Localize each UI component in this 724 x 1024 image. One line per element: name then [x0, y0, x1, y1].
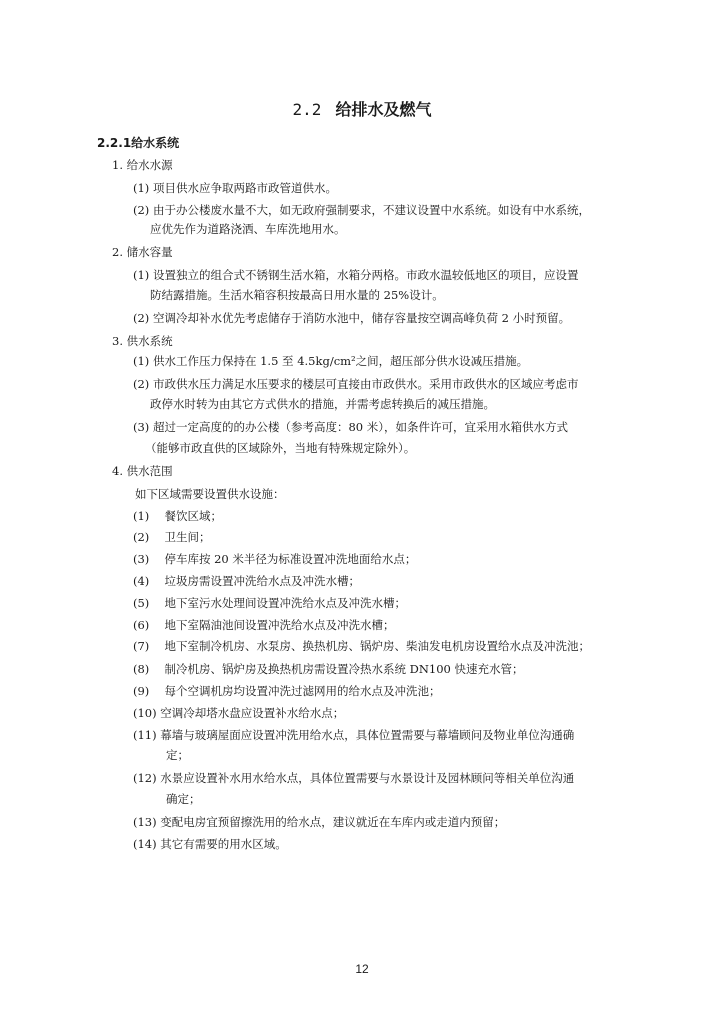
list-item: (1) 设置独立的组合式不锈钢生活水箱，水箱分两格。市政水温较低地区的项目，应设置	[133, 268, 579, 282]
section-title	[0, 97, 724, 120]
list-item-continued: （能够市政直供的区域除外，当地有特殊规定除外）。	[145, 441, 416, 455]
scope-item: (11) 幕墙与玻璃屋面应设置冲洗用给水点，具体位置需要与幕墙顾问及物业单位沟通确	[133, 728, 575, 742]
scope-item: (13) 变配电房宜预留擦洗用的给水点，建议就近在车库内或走道内预留；	[133, 815, 506, 829]
heading-supply-system: 3. 供水系统	[112, 334, 173, 348]
scope-item: (5) 地下室污水处理间设置冲洗给水点及冲洗水槽；	[133, 596, 406, 610]
subsection-heading: 2.2.1给水系统	[97, 136, 180, 150]
heading-water-source: 1. 给水水源	[112, 158, 173, 172]
scope-item: (4) 垃圾房需设置冲洗给水点及冲洗水槽；	[133, 574, 360, 588]
section-heading: 给排水及燃气	[335, 100, 432, 119]
scope-item-continued: 确定；	[166, 792, 201, 806]
list-item: (2) 市政供水压力满足水压要求的楼层可直接由市政供水。采用市政供水的区域应考虑市	[133, 377, 579, 391]
scope-item: (8) 制冷机房、锅炉房及换热机房需设置冷热水系统 DN100 快速充水管；	[133, 662, 524, 676]
section-number: 2.2	[292, 100, 322, 119]
scope-item: (1) 餐饮区域；	[133, 509, 222, 523]
scope-intro: 如下区域需要设置供水设施：	[135, 487, 285, 501]
scope-item: (14) 其它有需要的用水区域。	[133, 837, 287, 851]
list-item-continued: 防结露措施。生活水箱容积按最高日用水量的 25%设计。	[150, 288, 444, 302]
list-item: (1) 项目供水应争取两路市政管道供水。	[133, 181, 337, 195]
list-item: (2) 空调冷却补水优先考虑储存于消防水池中，储存容量按空调高峰负荷 2 小时预留。	[133, 311, 571, 325]
page-number: 12	[355, 962, 369, 976]
list-item-continued: 政停水时转为由其它方式供水的措施，并需考虑转换后的减压措施。	[150, 397, 495, 411]
scope-item: (2) 卫生间；	[133, 530, 211, 544]
scope-item: (6) 地下室隔油池间设置冲洗给水点及冲洗水槽；	[133, 618, 395, 632]
scope-item: (10) 空调冷却塔水盘应设置补水给水点；	[133, 706, 345, 720]
list-item: (2) 由于办公楼废水量不大，如无政府强制要求，不建议设置中水系统。如设有中水系统，	[133, 203, 590, 217]
list-item-continued: 应优先作为道路浇洒、车库洗地用水。	[150, 222, 346, 236]
scope-item: (12) 水景应设置补水用水给水点，具体位置需要与水景设计及园林顾问等相关单位沟通	[133, 771, 575, 785]
scope-item: (9) 每个空调机房均设置冲洗过滤网用的给水点及冲洗池；	[133, 684, 441, 698]
heading-storage: 2. 储水容量	[112, 245, 173, 259]
list-item: (3) 超过一定高度的的办公楼（参考高度：80 米），如条件许可，宜采用水箱供水方式	[133, 420, 568, 434]
scope-item: (3) 停车库按 20 米半径为标准设置冲洗地面给水点；	[133, 552, 417, 566]
list-item: (1) 供水工作压力保持在 1.5 至 4.5kg/cm²之间，超压部分供水设减压措施。	[133, 354, 529, 368]
scope-item-continued: 定；	[166, 748, 189, 762]
scope-item: (7) 地下室制冷机房、水泵房、换热机房、锅炉房、柴油发电机房设置给水点及冲洗池；	[133, 639, 590, 653]
heading-supply-scope: 4. 供水范围	[112, 464, 173, 478]
